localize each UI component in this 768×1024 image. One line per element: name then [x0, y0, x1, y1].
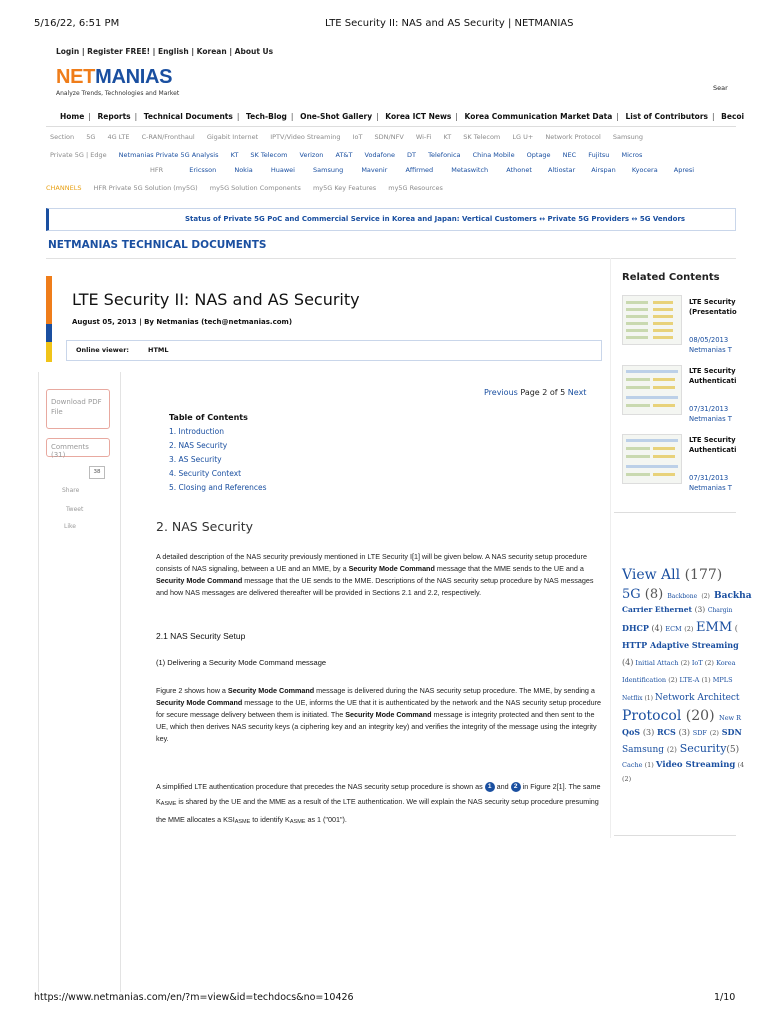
tag-line-7	[622, 676, 733, 684]
channel-hfr-solution[interactable]: HFR Private 5G Solution (my5G)	[93, 184, 198, 192]
channels-label: CHANNELS	[46, 184, 82, 192]
tag-line-12	[622, 760, 744, 770]
tag-qos[interactable]: QoS	[622, 727, 641, 737]
tag-sdf-count: (2)	[709, 729, 719, 737]
related-3-name-line1[interactable]: LTE Security	[689, 436, 736, 444]
nav-home[interactable]: Home	[60, 112, 85, 121]
tag-view-all-label: View All	[622, 567, 681, 583]
topic-ericsson[interactable]: Ericsson	[189, 166, 217, 174]
tag-cache-count: (1)	[644, 761, 654, 769]
step-2-icon: 2	[511, 782, 521, 792]
print-page-title: LTE Security II: NAS and AS Security | NETMANIAS	[325, 18, 574, 29]
p1-bold-d: Security Mode Command	[156, 576, 243, 585]
section-title: NETMANIAS TECHNICAL DOCUMENTS	[48, 239, 267, 251]
channel-components[interactable]: my5G Solution Components	[209, 184, 301, 192]
topic-samsung[interactable]: Samsung	[612, 133, 644, 141]
tag-charging[interactable]: Chargin	[707, 607, 733, 614]
accent-bar-yellow	[46, 342, 52, 362]
tag-video-streaming-count: (4	[737, 761, 745, 769]
channel-key-features[interactable]: my5G Key Features	[312, 184, 377, 192]
tag-ecm-count: (2)	[684, 625, 694, 633]
topic-private5g-edge: Private 5G | Edge	[50, 151, 107, 159]
main-nav: Home | Reports | Technical Documents | Tech-Blog | One-Shot Gallery | Korea ICT News | Korea Communication Market Data | List of Contributors | Becoi	[60, 112, 745, 121]
p3-text-c: is shared by the UE and the MME as a result of the LTE authentication. We will explain the NAS security setup procedure presuming the MME allocates a KSI	[156, 797, 599, 824]
tag-carrier-ethernet[interactable]: Carrier Ethernet	[622, 605, 692, 614]
nav-one-shot-gallery[interactable]: One-Shot Gallery	[300, 112, 373, 121]
paragraph-authentication	[156, 779, 602, 830]
tag-new-radio[interactable]: New R	[719, 714, 742, 722]
nav-technical-documents[interactable]: Technical Documents	[143, 112, 233, 121]
topic-apresia[interactable]: Apresi	[673, 166, 695, 174]
tag-security[interactable]: Security	[679, 742, 727, 755]
tag-line-13	[622, 775, 631, 783]
topic-row-private5g	[50, 151, 652, 159]
topic-skt2[interactable]: SK Telecom	[250, 151, 288, 159]
tag-protocol[interactable]: Protocol	[622, 708, 682, 724]
topic-samsung2[interactable]: Samsung	[313, 166, 344, 174]
topic-airspan[interactable]: Airspan	[591, 166, 616, 174]
logo-manias: MANIAS	[95, 66, 173, 88]
topic-china-mobile[interactable]: China Mobile	[472, 151, 515, 159]
toc-title: Table of Contents	[169, 413, 248, 422]
topic-row-vendors	[150, 166, 704, 174]
heading-delivering-smc: (1) Delivering a Security Mode Command message	[156, 658, 327, 667]
p3-sub-asme-1: ASME	[160, 801, 177, 807]
tag-lte-a-count: (1)	[701, 676, 711, 684]
tag-identification[interactable]: Identification	[622, 676, 667, 684]
topic-lgu[interactable]: LG U+	[512, 133, 534, 141]
p2-bold-b: Security Mode Command	[227, 686, 315, 695]
search-label[interactable]: Sear	[713, 84, 728, 92]
tag-line-10	[622, 727, 742, 737]
accent-bar-blue	[46, 324, 52, 342]
topic-network-protocol[interactable]: Network Protocol	[545, 133, 601, 141]
section-divider	[46, 258, 736, 259]
nav-korea-ict-news[interactable]: Korea ICT News	[385, 112, 452, 121]
site-logo[interactable]	[56, 66, 172, 89]
tag-dhcp-count: (4)	[651, 624, 663, 633]
left-border	[38, 372, 39, 992]
download-pdf-button[interactable]: Download PDF File	[46, 389, 110, 429]
tag-protocol-count: (20)	[685, 708, 715, 724]
tag-dhcp[interactable]: DHCP	[622, 623, 649, 633]
topic-microsoft[interactable]: Micros	[621, 151, 643, 159]
tag-samsung-count: (2)	[666, 746, 677, 754]
online-viewer-box	[66, 340, 602, 361]
tag-ecm[interactable]: ECM	[665, 625, 682, 633]
accent-bar-orange	[46, 276, 52, 324]
topic-c-ran[interactable]: C-RAN/Fronthaul	[141, 133, 195, 141]
topic-row-sections	[50, 133, 653, 141]
tag-backhaul[interactable]: Backha	[714, 591, 752, 601]
step-1-icon: 1	[485, 782, 495, 792]
topic-metaswitch[interactable]: Metaswitch	[451, 166, 489, 174]
topic-nec[interactable]: NEC	[562, 151, 577, 159]
topic-huawei[interactable]: Huawei	[270, 166, 295, 174]
topic-hfr[interactable]: HFR	[150, 166, 164, 174]
topic-altiostar[interactable]: Altiostar	[547, 166, 576, 174]
logo-tagline: Analyze Trends, Technologies and Market	[56, 90, 180, 97]
tag-video-streaming[interactable]: Video Streaming	[655, 760, 736, 770]
tag-has-count: (4)	[622, 658, 634, 667]
tag-line-2	[622, 587, 752, 602]
tag-netflix[interactable]: Netflix	[622, 695, 643, 702]
tag-iot-count: (2)	[704, 659, 714, 667]
topic-skt[interactable]: SK Telecom	[463, 133, 501, 141]
nav-divider	[46, 126, 736, 127]
p1-text-e: message that the UE sends to the MME. Descriptions of the NAS security setup procedure by NAS messages and how NAS messages are delivered thereafter will be provided in Sections 2.1 and 2.2, respectively.	[156, 576, 594, 597]
toc-item-introduction[interactable]: 1. Introduction	[169, 427, 224, 436]
tag-identification-count: (2)	[668, 676, 678, 684]
topic-wifi[interactable]: Wi-Fi	[415, 133, 432, 141]
nav-tech-blog[interactable]: Tech-Blog	[246, 112, 287, 121]
tag-sdn[interactable]: SDN	[721, 727, 742, 737]
tag-emm-count: (	[734, 624, 738, 633]
pager-previous[interactable]: Previous	[484, 388, 518, 397]
comments-button[interactable]: Comments (31)	[46, 438, 110, 457]
nav-contributors[interactable]: List of Contributors	[625, 112, 708, 121]
related-2-name-line1[interactable]: LTE Security	[689, 367, 736, 375]
p3-sub-asme-2: ASME	[234, 819, 251, 825]
related-2-author[interactable]: Netmanias T	[689, 415, 732, 423]
tag-backbone-count: (2)	[701, 593, 710, 600]
related-1-name-line2[interactable]: (Presentatio	[689, 308, 737, 316]
topic-4g-lte[interactable]: 4G LTE	[107, 133, 130, 141]
tag-netflix-count: (1)	[644, 695, 653, 702]
p3-and: and	[494, 782, 511, 791]
related-1-name-line1[interactable]: LTE Security	[689, 298, 736, 306]
p1-text-c: message that the MME sends to the UE and a	[434, 564, 584, 573]
related-thumbnail-3[interactable]	[622, 434, 682, 484]
topic-vodafone[interactable]: Vodafone	[364, 151, 395, 159]
tags-divider	[614, 835, 736, 836]
related-2-name-line2[interactable]: Authenticati	[689, 377, 737, 385]
tag-cache[interactable]: Cache	[622, 761, 643, 769]
tag-backbone[interactable]: Backbone	[667, 593, 698, 600]
related-1-date: 08/05/2013	[689, 336, 729, 344]
tag-lte-a[interactable]: LTE-A	[679, 676, 700, 684]
tag-security-count: (5)	[726, 745, 740, 755]
toc-item-security-context[interactable]: 4. Security Context	[169, 469, 242, 478]
p2-bold-d: Security Mode Command	[156, 698, 243, 707]
related-3-date: 07/31/2013	[689, 474, 729, 482]
tag-line-4	[622, 620, 738, 635]
topic-att[interactable]: AT&T	[335, 151, 353, 159]
toc-item-nas-security[interactable]: 2. NAS Security	[169, 441, 228, 450]
topic-mavenir[interactable]: Mavenir	[361, 166, 388, 174]
paragraph-intro	[156, 551, 602, 599]
tag-view-all[interactable]	[622, 567, 722, 583]
topic-kyocera[interactable]: Kyocera	[631, 166, 658, 174]
tag-5g-count: (8)	[644, 587, 664, 602]
p3-text-a: A simplified LTE authentication procedure that precedes the NAS security setup procedure is shown as	[156, 782, 485, 791]
tag-rcs-count: (3)	[678, 728, 690, 737]
related-thumbnail-2[interactable]	[622, 365, 682, 415]
tag-initial-attach[interactable]: Initial Attach	[635, 659, 679, 667]
p1-bold-b: Security Mode Command	[348, 564, 435, 573]
heading-nas-security: 2. NAS Security	[156, 519, 254, 534]
print-datetime: 5/16/22, 6:51 PM	[34, 18, 120, 29]
article-meta: August 05, 2013 | By Netmanias (tech@netmanias.com)	[72, 318, 293, 326]
topic-sdn[interactable]: SDN/NFV	[374, 133, 404, 141]
tag-carrier-ethernet-count: (3)	[694, 605, 706, 614]
tag-mpls[interactable]: MPLS	[712, 676, 733, 684]
tag-qos-count: (3)	[642, 728, 655, 737]
topic-nokia[interactable]: Nokia	[234, 166, 253, 174]
tag-5g[interactable]: 5G	[622, 587, 641, 602]
topic-row-channels	[46, 184, 453, 192]
topic-gigabit[interactable]: Gigabit Internet	[206, 133, 259, 141]
pager	[484, 388, 586, 397]
related-contents-title: Related Contents	[622, 272, 720, 283]
topic-optage[interactable]: Optage	[526, 151, 551, 159]
paragraph-figure2	[156, 685, 602, 745]
tag-view-all-count: (177)	[684, 567, 723, 583]
tweet-button[interactable]: Tweet	[66, 506, 84, 513]
topic-iptv[interactable]: IPTV/Video Streaming	[270, 133, 341, 141]
toc-item-as-security[interactable]: 3. AS Security	[169, 455, 222, 464]
online-viewer-label: Online viewer:	[76, 346, 129, 354]
pager-next[interactable]: Next	[567, 388, 587, 397]
tag-line-8	[622, 693, 740, 703]
tag-line-5	[622, 640, 739, 650]
tag-extra-count: (2)	[622, 775, 632, 783]
like-button[interactable]: Like	[64, 523, 76, 530]
article-title: LTE Security II: NAS and AS Security	[72, 290, 360, 309]
related-3-name-line2[interactable]: Authenticati	[689, 446, 737, 454]
print-page-number: 1/10	[714, 992, 736, 1003]
topic-fujitsu[interactable]: Fujitsu	[588, 151, 610, 159]
utility-links[interactable]: Login | Register FREE! | English | Korean | About Us	[56, 47, 274, 56]
tag-emm[interactable]: EMM	[696, 620, 733, 635]
topic-section: Section	[50, 133, 75, 141]
topic-p5g-analysis[interactable]: Netmanias Private 5G Analysis	[118, 151, 219, 159]
tag-line-3	[622, 605, 732, 614]
p2-bold-f: Security Mode Command	[345, 710, 432, 719]
related-divider	[614, 512, 736, 513]
tag-sdf[interactable]: SDF	[692, 729, 707, 737]
channel-resources[interactable]: my5G Resources	[388, 184, 443, 192]
tag-line-9	[622, 708, 741, 724]
p1-text-a: A detailed description of the NAS security previously mentioned in LTE Security I[1] will be given below. A NAS security setup procedure consists of NAS signaling, between a UE and an MME, by a	[156, 552, 587, 573]
tag-http-adaptive-streaming[interactable]: HTTP Adaptive Streaming	[622, 640, 739, 650]
print-url: https://www.netmanias.com/en/?m=view&id=techdocs&no=10426	[34, 992, 354, 1003]
online-viewer-html[interactable]: HTML	[148, 346, 169, 354]
topic-telefonica[interactable]: Telefonica	[428, 151, 461, 159]
toc-item-closing[interactable]: 5. Closing and References	[169, 483, 267, 492]
p2-text-a: Figure 2 shows how a	[156, 686, 228, 695]
related-thumbnail-1[interactable]	[622, 295, 682, 345]
share-label[interactable]: Share	[62, 487, 80, 494]
tag-network-architecture[interactable]: Network Architect	[654, 693, 740, 703]
share-count-badge: 38	[89, 466, 105, 479]
tag-line-6	[622, 658, 736, 667]
tag-iot[interactable]: IoT	[691, 659, 703, 667]
p2-text-e: message to the UE, informs the UE that it is authenticated by the network and the NAS security setup procedure for secure message delivery between them is initiated. The	[156, 698, 602, 719]
heading-nas-security-setup: 2.1 NAS Security Setup	[156, 631, 246, 641]
related-1-author[interactable]: Netmanias T	[689, 346, 732, 354]
topic-iot[interactable]: IoT	[352, 133, 363, 141]
pager-status: Page 2 of 5	[520, 388, 566, 397]
nav-market-data[interactable]: Korea Communication Market Data	[464, 112, 613, 121]
topic-5g[interactable]: 5G	[86, 133, 96, 141]
related-3-author[interactable]: Netmanias T	[689, 484, 732, 492]
nav-become[interactable]: Becoi	[721, 112, 745, 121]
p2-text-g: message is integrity protected and then sent to the UE, which then derives NAS security keys (a ciphering key and an integrity key) and verifies the integrity of the message using the integrity key.	[156, 710, 597, 743]
p2-text-c: message is delivered during the NAS security setup procedure. The MME, by sending a	[314, 686, 595, 695]
p3-sub-asme-3: ASME	[289, 819, 306, 825]
related-2-date: 07/31/2013	[689, 405, 729, 413]
topic-kt[interactable]: KT	[443, 133, 452, 141]
left-column-border	[120, 372, 121, 992]
logo-net: NET	[56, 66, 96, 88]
topic-affirmed[interactable]: Affirmed	[405, 166, 434, 174]
status-banner-link[interactable]: Status of Private 5G PoC and Commercial Service in Korea and Japan: Vertical Customers ↔ Private 5G Providers ↔ 5G Vendors	[185, 215, 686, 223]
right-column-border	[610, 258, 611, 838]
tag-korea[interactable]: Korea	[716, 659, 736, 667]
tag-rcs[interactable]: RCS	[657, 727, 676, 737]
p3-text-e: as 1 ("001").	[305, 815, 347, 824]
nav-reports[interactable]: Reports	[97, 112, 131, 121]
tag-initial-attach-count: (2)	[680, 659, 690, 667]
topic-kt2[interactable]: KT	[230, 151, 239, 159]
topic-dt[interactable]: DT	[407, 151, 417, 159]
topic-verizon[interactable]: Verizon	[299, 151, 324, 159]
topic-athonet[interactable]: Athonet	[506, 166, 532, 174]
tag-line-11	[622, 742, 739, 755]
tag-samsung[interactable]: Samsung	[622, 745, 665, 755]
p3-text-d: to identify K	[250, 815, 290, 824]
p3-text-b: in Figure 2[1]. The same K	[156, 782, 601, 806]
